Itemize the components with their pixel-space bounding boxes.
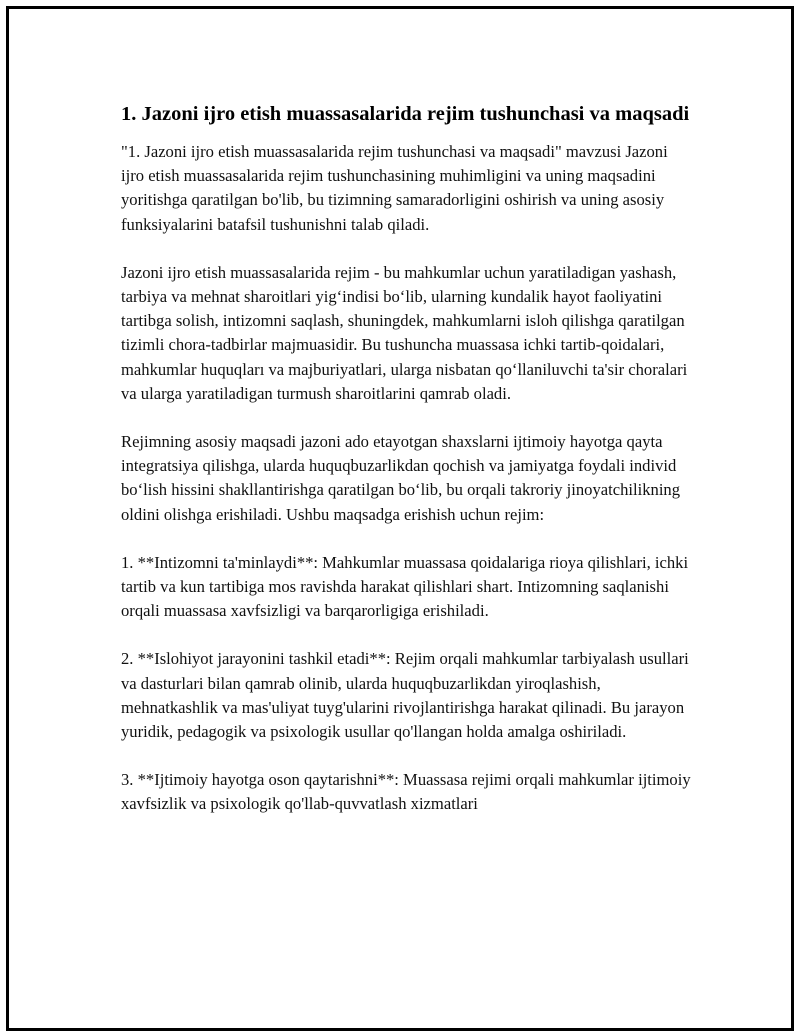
paragraph-goal: Rejimning asosiy maqsadi jazoni ado etayotgan shaxslarni ijtimoiy hayotga qayta integratsiya qilishga, ularda huquqbuzarlikdan qochish va jamiyatga foydali individ bo‘lish hissini shakllantirishga qaratilgan bo‘lib, bu orqali takroriy jinoyatchilikning oldini olishga erishiladi. Ushbu maqsadga erishish uchun rejim: [121, 432, 681, 524]
page-frame [6, 6, 794, 1031]
document-title: 1. Jazoni ijro etish muassasalarida rejim tushunchasi va maqsadi [121, 103, 690, 125]
list-item-reform: 2. **Islohiyot jarayonini tashkil etadi**: Rejim orqali mahkumlar tarbiyalash usullari va dasturlari bilan qamrab olinib, ularda huquqbuzarlikdan yiroqlashish, mehnatkashlik va mas'uliyat tuyg'ularini rivojlantirishga harakat qilinadi. Bu jarayon yuridik, pedagogik va psixologik usullar qo'llangan holda amalga oshiriladi. [121, 649, 689, 742]
paragraph-intro: "1. Jazoni ijro etish muassasalarida rejim tushunchasi va maqsadi" mavzusi Jazoni ijro etish muassasalarida rejim tushunchasining muhimligini va uning maqsadini yoritishga qaratilgan bo'lib, bu tizimning samaradorligini oshirish va uning asosiy funksiyalarini batafsil tushunishni talab qiladi. [121, 142, 668, 234]
list-item-reintegration: 3. **Ijtimoiy hayotga oson qaytarishni**: Muassasa rejimi orqali mahkumlar ijtimoiy xavfsizlik va psixologik qo'llab-quvvatlash xizmatlari [121, 770, 691, 814]
list-item-discipline: 1. **Intizomni ta'minlaydi**: Mahkumlar muassasa qoidalariga rioya qilishlari, ichki tartib va kun tartibiga mos ravishda harakat qilishlari shart. Intizomning saqlanishi orqali muassasa xavfsizligi va barqarorligiga erishiladi. [121, 552, 689, 621]
paragraph-definition: Jazoni ijro etish muassasalarida rejim - bu mahkumlar uchun yaratiladigan yashash, tarbiya va mehnat sharoitlari yig‘indisi bo‘lib, ularning kundalik hayot faoliyatini tartibga solish, intizomni saqlash, shuningdek, mahkumlarni isloh qilishga qaratilgan tizimli chora-tadbirlar majmuasidir. Bu tushuncha muassasa ichki tartib-qoidalari, mahkumlar huquqları va majburiyatlari, ularga nisbatan qo‘llaniluvchi ta'sir choralari va ularga yaratiladigan turmush sharoitlarini qamrab oladi. [121, 262, 688, 403]
document-body [121, 101, 691, 841]
